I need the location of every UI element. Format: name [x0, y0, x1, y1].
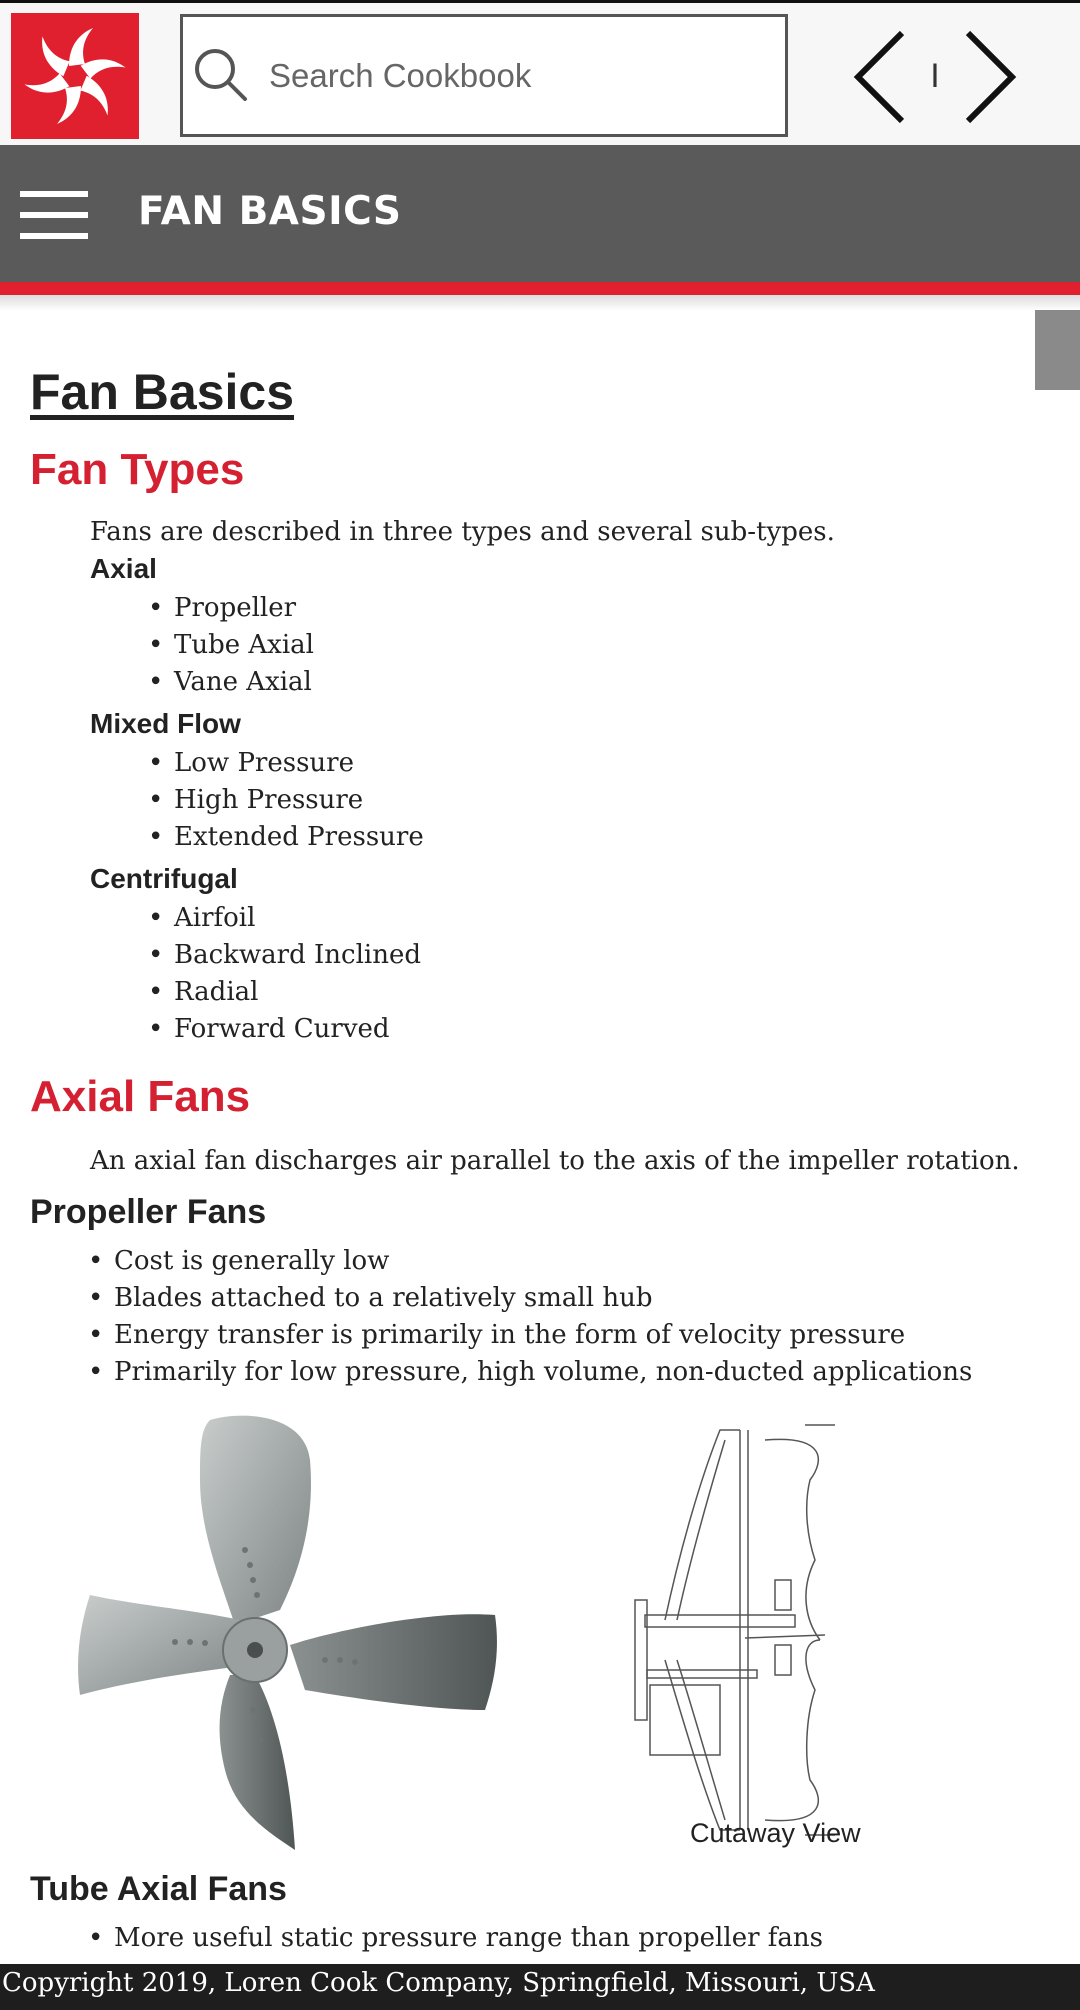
- mixed-flow-types-list: [148, 745, 424, 856]
- scrollbar-thumb[interactable]: [1035, 310, 1080, 390]
- propeller-fan-image: [75, 1410, 505, 1855]
- search-box[interactable]: [180, 14, 788, 137]
- centrifugal-types-list: [148, 900, 421, 1048]
- propeller-fans-list: [88, 1243, 972, 1391]
- list-item: • Low Pressure: [148, 745, 424, 782]
- list-item: • Radial: [148, 974, 421, 1011]
- fan-types-heading: Fan Types: [30, 445, 245, 494]
- accent-divider: [0, 282, 1080, 295]
- chevron-left-icon[interactable]: [858, 33, 902, 121]
- axial-fans-heading: Axial Fans: [30, 1072, 251, 1121]
- group-axial-label: Axial: [90, 553, 157, 584]
- fan-types-intro: Fans are described in three types and several sub-types.: [90, 517, 835, 547]
- axial-fans-intro: An axial fan discharges air parallel to the axis of the impeller rotation.: [90, 1146, 1020, 1176]
- list-item: • Cost is generally low: [88, 1243, 972, 1280]
- company-logo[interactable]: [11, 13, 139, 139]
- fan-logo-icon: [11, 13, 139, 139]
- copyright-text: Copyright 2019, Loren Cook Company, Springfield, Missouri, USA: [2, 1968, 875, 1998]
- list-item: • Forward Curved: [148, 1011, 421, 1048]
- image-caption: Cutaway View: [690, 1818, 861, 1848]
- page-navigation: [850, 27, 1020, 127]
- chevron-right-icon[interactable]: [968, 33, 1012, 121]
- top-bar: [0, 0, 1080, 145]
- list-item: • Tube Axial: [148, 627, 314, 664]
- propeller-fans-heading: Propeller Fans: [30, 1193, 267, 1231]
- nav-divider: I: [930, 57, 940, 95]
- list-item: • Vane Axial: [148, 664, 314, 701]
- group-mixed-flow-label: Mixed Flow: [90, 708, 241, 739]
- cutaway-view-image: [625, 1420, 875, 1840]
- group-centrifugal-label: Centrifugal: [90, 863, 238, 894]
- list-item: • More useful static pressure range than propeller fans: [88, 1920, 823, 1957]
- footer: [0, 1964, 1080, 2010]
- axial-types-list: [148, 590, 314, 701]
- search-icon[interactable]: [191, 45, 251, 105]
- menu-icon[interactable]: [20, 191, 88, 239]
- tube-axial-fans-list: [88, 1920, 823, 1957]
- list-item: • Propeller: [148, 590, 314, 627]
- list-item: • Airfoil: [148, 900, 421, 937]
- list-item: • Blades attached to a relatively small hub: [88, 1280, 972, 1317]
- list-item: • Energy transfer is primarily in the form of velocity pressure: [88, 1317, 972, 1354]
- list-item: • Extended Pressure: [148, 819, 424, 856]
- list-item: • High Pressure: [148, 782, 424, 819]
- page-title: Fan Basics: [30, 364, 295, 420]
- list-item: • Primarily for low pressure, high volume, non-ducted applications: [88, 1354, 972, 1391]
- title-bar: [0, 145, 1080, 295]
- tube-axial-fans-heading: Tube Axial Fans: [30, 1870, 287, 1908]
- section-title: FAN BASICS: [138, 189, 402, 234]
- search-input[interactable]: [267, 45, 771, 107]
- list-item: • Backward Inclined: [148, 937, 421, 974]
